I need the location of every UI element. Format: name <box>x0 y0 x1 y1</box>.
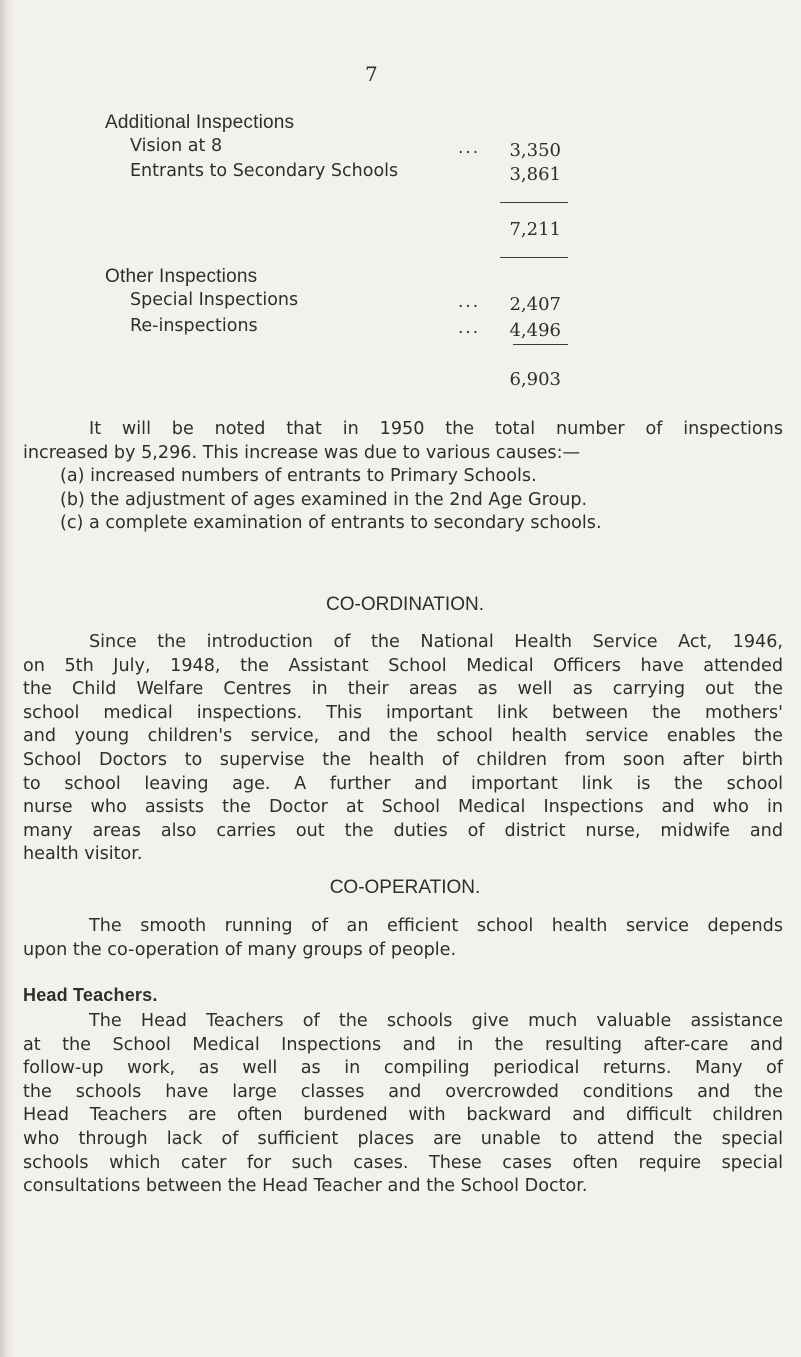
page-edge-shadow <box>0 0 14 1357</box>
intro-line: increased by 5,296. This increase was due to various causes:— <box>23 442 581 463</box>
cooperation-line: upon the co-operation of many groups of people. <box>23 939 457 960</box>
head-teachers-line: The Head Teachers of the schools give much valuable assistance <box>89 1011 783 1031</box>
head-teachers-line: the schools have large classes and overcrowded conditions and the <box>23 1081 783 1102</box>
coordination-line: on 5th July, 1948, the Assistant School Medical Officers have attended <box>23 655 783 676</box>
head-teachers-line: at the School Medical Inspections and in the resulting after-care and <box>23 1034 783 1055</box>
coordination-line: and young children's service, and the school health service enables the <box>23 726 783 747</box>
row-value-vision: 3,350 <box>509 140 561 161</box>
cause-item: (c) a complete examination of entrants to secondary schools. <box>60 513 602 534</box>
cooperation-line: The smooth running of an efficient school health service depends <box>89 916 783 936</box>
head-teachers-line: Head Teachers are often burdened with backward and difficult children <box>23 1105 783 1126</box>
row-label-special: Special Inspections <box>130 290 299 310</box>
cause-item: (a) increased numbers of entrants to Primary Schools. <box>60 466 537 487</box>
row-value-entrants: 3,861 <box>509 164 561 185</box>
coordination-line: to school leaving age. A further and important link is the school <box>23 773 783 794</box>
head-teachers-line: consultations between the Head Teacher and the School Doctor. <box>23 1176 588 1197</box>
cooperation-heading: CO-OPERATION. <box>329 877 481 898</box>
intro-paragraph <box>23 418 783 536</box>
head-teachers-line: who through lack of sufficient places are unable to attend the special <box>23 1128 783 1149</box>
coordination-line: School Doctors to supervise the health of children from soon after birth <box>23 749 783 770</box>
coordination-line: health visitor. <box>23 844 143 865</box>
head-teachers-paragraph <box>23 1010 783 1199</box>
row-label-vision: Vision at 8 <box>130 136 223 156</box>
other-subtotal-rule <box>513 344 568 345</box>
coordination-line: school medical inspections. This important link between the mothers' <box>23 702 783 723</box>
row-label-entrants: Entrants to Secondary Schools <box>130 161 399 181</box>
subtotal-rule <box>500 202 568 203</box>
row-label-reinspections: Re-inspections <box>130 316 258 336</box>
cause-item: (b) the adjustment of ages examined in the 2nd Age Group. <box>60 489 588 510</box>
head-teachers-heading: Head Teachers. <box>23 985 158 1005</box>
coordination-line: nurse who assists the Doctor at School Medical Inspections and who in <box>23 797 783 818</box>
total-rule <box>500 257 568 258</box>
intro-line: It will be noted that in 1950 the total number of inspections <box>89 419 783 439</box>
cooperation-paragraph <box>23 915 783 962</box>
row-value-special: 2,407 <box>509 294 561 315</box>
coordination-line: Since the introduction of the National Health Service Act, 1946, <box>89 632 783 652</box>
coordination-heading: CO-ORDINATION. <box>326 594 484 615</box>
row-leader-reinspections: ... <box>458 318 481 338</box>
additional-inspections-total: 7,211 <box>509 219 561 240</box>
row-value-reinspections: 4,496 <box>509 320 561 341</box>
coordination-line: many areas also carries out the duties of district nurse, midwife and <box>23 820 783 841</box>
head-teachers-line: schools which cater for such cases. These cases often require special <box>23 1152 783 1173</box>
row-leader-vision: ... <box>458 138 481 158</box>
other-inspections-total: 6,903 <box>509 369 561 390</box>
coordination-paragraph <box>23 631 783 867</box>
row-leader-special: ... <box>458 292 481 312</box>
page-number: 7 <box>365 62 378 86</box>
other-inspections-heading: Other Inspections <box>105 266 258 287</box>
head-teachers-line: follow-up work, as well as in compiling periodical returns. Many of <box>23 1058 783 1079</box>
coordination-line: the Child Welfare Centres in their areas as well as carrying out the <box>23 679 783 700</box>
additional-inspections-heading: Additional Inspections <box>105 112 295 133</box>
